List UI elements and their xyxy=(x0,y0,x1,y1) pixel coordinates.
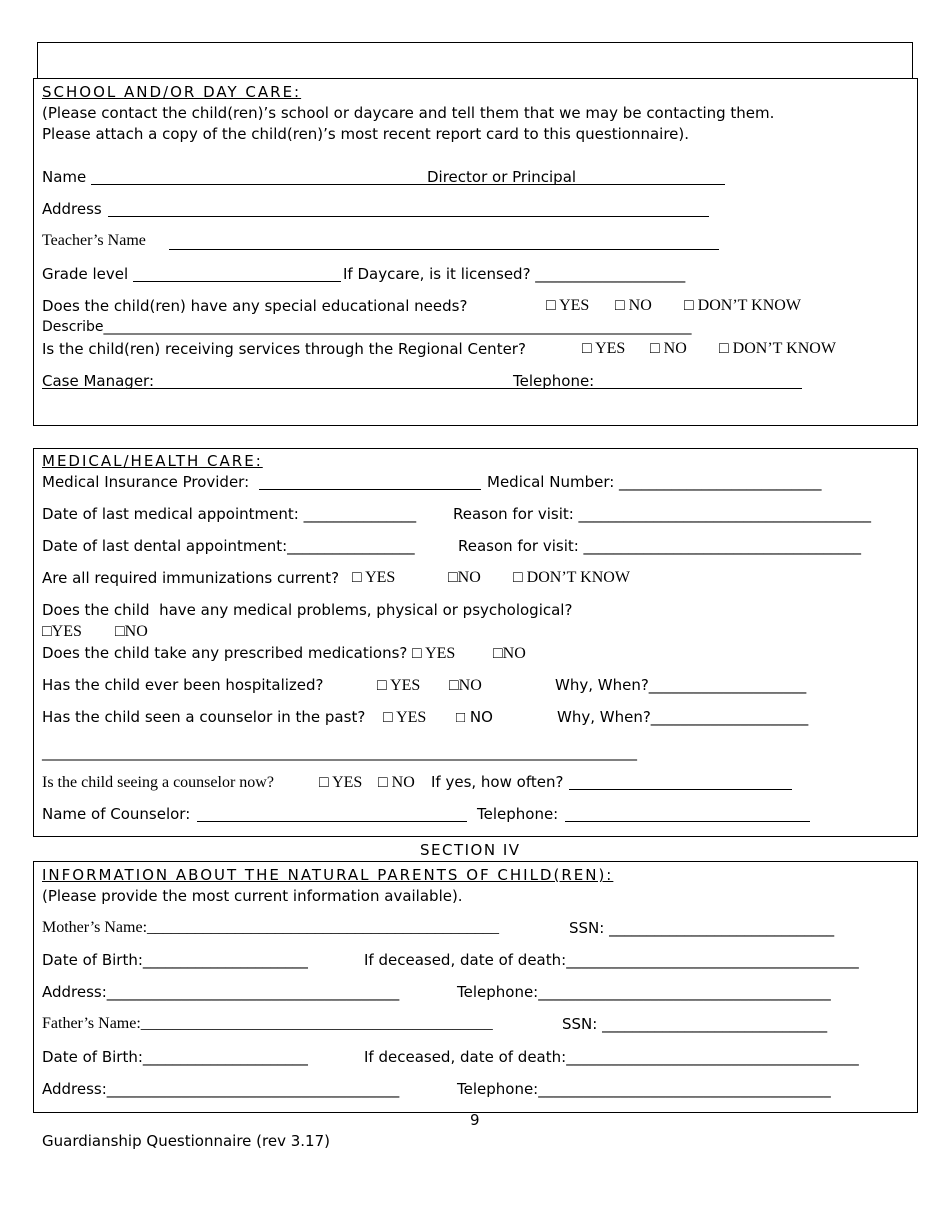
father-telephone-field[interactable]: Telephone:_______________________________________ xyxy=(457,1080,831,1098)
checkbox-icon: □ xyxy=(546,297,556,314)
no-label: NO xyxy=(502,645,526,662)
father-name-field[interactable]: Father’s Name:____________________________________________ xyxy=(42,1015,493,1032)
medical-problems-no[interactable] xyxy=(115,623,148,641)
describe-field[interactable]: Describe____________________________________________________________________________________ xyxy=(42,319,692,335)
checkbox-icon: □ xyxy=(456,710,466,726)
dont-know-label: DON’T KNOW xyxy=(732,340,836,357)
father-address-field[interactable]: Address:_______________________________________ xyxy=(42,1080,400,1098)
checkbox-icon: □ xyxy=(448,569,458,586)
medical-number-field[interactable]: Medical Number: ___________________________ xyxy=(487,473,822,491)
counselor-now-no[interactable] xyxy=(378,774,415,792)
how-often-field[interactable] xyxy=(569,775,792,790)
medications-no[interactable] xyxy=(493,645,526,663)
yes-label: YES xyxy=(365,569,396,586)
mother-address-field[interactable]: Address:_______________________________________ xyxy=(42,983,400,1001)
yes-label: YES xyxy=(390,677,421,694)
counselor-now-yes[interactable] xyxy=(319,774,362,792)
checkbox-icon: □ xyxy=(684,297,694,314)
checkbox-icon: □ xyxy=(493,645,503,662)
checkbox-icon: □ xyxy=(377,677,387,694)
document-title: Guardianship Questionnaire (rev 3.17) xyxy=(42,1132,330,1150)
checkbox-icon: □ xyxy=(582,340,592,357)
father-ssn-field[interactable]: SSN: ______________________________ xyxy=(562,1015,828,1033)
checkbox-icon: □ xyxy=(383,709,393,726)
counselor-telephone-label: Telephone: xyxy=(477,805,559,823)
yes-label: YES xyxy=(51,623,82,640)
insurance-label: Medical Insurance Provider: xyxy=(42,473,250,491)
immunizations-question: Are all required immunizations current? xyxy=(42,569,340,587)
hospitalized-question: Has the child ever been hospitalized? xyxy=(42,676,324,694)
no-label: NO xyxy=(457,569,481,586)
medical-problems-question: Does the child have any medical problems, physical or psychological? xyxy=(42,601,573,619)
grade-field[interactable] xyxy=(133,267,341,282)
checkbox-icon: □ xyxy=(352,569,362,586)
no-label: NO xyxy=(124,623,148,640)
school-heading: SCHOOL AND/OR DAY CARE: xyxy=(42,83,302,101)
page-number: 9 xyxy=(470,1111,480,1129)
teacher-field[interactable] xyxy=(169,235,719,250)
counselor-now-question: Is the child seeing a counselor now? xyxy=(42,774,274,791)
mother-ssn-field[interactable]: SSN: ______________________________ xyxy=(569,919,835,937)
dont-know-label: DON’T KNOW xyxy=(697,297,801,314)
father-death-date-field[interactable]: If deceased, date of death:_______________________________________ xyxy=(364,1048,859,1066)
reason-medical[interactable]: Reason for visit: _______________________________________ xyxy=(453,505,872,523)
no-label: NO xyxy=(469,708,493,726)
counselor-telephone-field[interactable] xyxy=(565,807,810,822)
how-often-label: If yes, how often? xyxy=(431,773,564,791)
counselor-name-field[interactable] xyxy=(197,807,467,822)
regional-dont-know[interactable] xyxy=(719,340,836,358)
no-label: NO xyxy=(458,677,482,694)
medical-problems-yes[interactable] xyxy=(42,623,82,641)
dont-know-label: DON’T KNOW xyxy=(526,569,630,586)
last-medical-appointment[interactable]: Date of last medical appointment: _______________ xyxy=(42,505,417,523)
grade-label: Grade level xyxy=(42,265,129,283)
reason-dental[interactable]: Reason for visit: _____________________________________ xyxy=(458,537,862,555)
counselor-past-why-when[interactable]: Why, When?_____________________ xyxy=(557,708,809,726)
mother-death-date-field[interactable]: If deceased, date of death:_______________________________________ xyxy=(364,951,859,969)
counselor-name-label: Name of Counselor: xyxy=(42,805,191,823)
school-name-label: Name xyxy=(42,168,87,186)
checkbox-icon: □ xyxy=(650,340,660,357)
yes-label: YES xyxy=(559,297,590,314)
medical-blank-line[interactable]: _____________________________________________________________________________________ xyxy=(42,745,637,761)
mother-name-field[interactable]: Mother’s Name:____________________________________________ xyxy=(42,919,500,936)
director-label: Director or Principal xyxy=(427,168,577,186)
last-dental-appointment[interactable]: Date of last dental appointment:_________________ xyxy=(42,537,415,555)
medications-yes[interactable] xyxy=(412,645,455,663)
immunizations-yes[interactable] xyxy=(352,569,395,587)
special-needs-yes[interactable] xyxy=(546,297,589,315)
checkbox-icon: □ xyxy=(378,774,388,791)
special-needs-question: Does the child(ren) have any special educational needs? xyxy=(42,297,468,315)
yes-label: YES xyxy=(595,340,626,357)
immunizations-dont-know[interactable] xyxy=(513,569,630,587)
checkbox-icon: □ xyxy=(449,677,459,694)
regional-center-question: Is the child(ren) receiving services through the Regional Center? xyxy=(42,340,526,358)
no-label: NO xyxy=(628,297,652,314)
medical-heading: MEDICAL/HEALTH CARE: xyxy=(42,452,263,470)
no-label: NO xyxy=(391,774,415,791)
immunizations-no[interactable] xyxy=(448,569,481,587)
school-note-line1: (Please contact the child(ren)’s school or daycare and tell them that we may be contacting them. xyxy=(42,104,775,122)
parents-note: (Please provide the most current information available). xyxy=(42,887,463,905)
no-label: NO xyxy=(663,340,687,357)
checkbox-icon: □ xyxy=(319,774,329,791)
section-title: SECTION IV xyxy=(420,841,521,859)
address-label: Address xyxy=(42,200,102,218)
school-name-field[interactable] xyxy=(91,170,725,185)
special-needs-no[interactable] xyxy=(615,297,652,315)
mother-telephone-field[interactable]: Telephone:_______________________________________ xyxy=(457,983,831,1001)
yes-label: YES xyxy=(396,709,427,726)
checkbox-icon: □ xyxy=(115,623,125,640)
parents-heading: INFORMATION ABOUT THE NATURAL PARENTS OF CHILD(REN): xyxy=(42,866,614,884)
hospitalized-why-when[interactable]: Why, When?_____________________ xyxy=(555,676,807,694)
hospitalized-no[interactable] xyxy=(449,677,482,695)
case-manager-label: Case Manager: xyxy=(42,372,155,390)
school-telephone-label: Telephone: xyxy=(513,372,595,390)
insurance-field[interactable] xyxy=(259,475,481,490)
checkbox-icon: □ xyxy=(412,645,422,662)
address-field[interactable] xyxy=(108,202,709,217)
mother-dob-field[interactable]: Date of Birth:______________________ xyxy=(42,951,308,969)
counselor-past-no[interactable] xyxy=(456,708,493,727)
checkbox-icon: □ xyxy=(615,297,625,314)
hospitalized-yes[interactable] xyxy=(377,677,420,695)
regional-no[interactable] xyxy=(650,340,687,358)
teacher-label: Teacher’s Name xyxy=(42,232,146,249)
counselor-past-question: Has the child seen a counselor in the past? xyxy=(42,708,366,726)
yes-label: YES xyxy=(425,645,456,662)
header-box xyxy=(37,42,913,79)
daycare-licensed-label: If Daycare, is it licensed? ____________________ xyxy=(343,265,686,283)
checkbox-icon: □ xyxy=(42,623,52,640)
school-note-line2: Please attach a copy of the child(ren)’s most recent report card to this questionnaire). xyxy=(42,125,689,143)
father-dob-field[interactable]: Date of Birth:______________________ xyxy=(42,1048,308,1066)
yes-label: YES xyxy=(332,774,363,791)
medications-question: Does the child take any prescribed medications? xyxy=(42,644,408,662)
checkbox-icon: □ xyxy=(513,569,523,586)
regional-yes[interactable] xyxy=(582,340,625,358)
checkbox-icon: □ xyxy=(719,340,729,357)
case-manager-field[interactable] xyxy=(42,374,802,389)
counselor-past-yes[interactable] xyxy=(383,709,426,727)
special-needs-dont-know[interactable] xyxy=(684,297,801,315)
